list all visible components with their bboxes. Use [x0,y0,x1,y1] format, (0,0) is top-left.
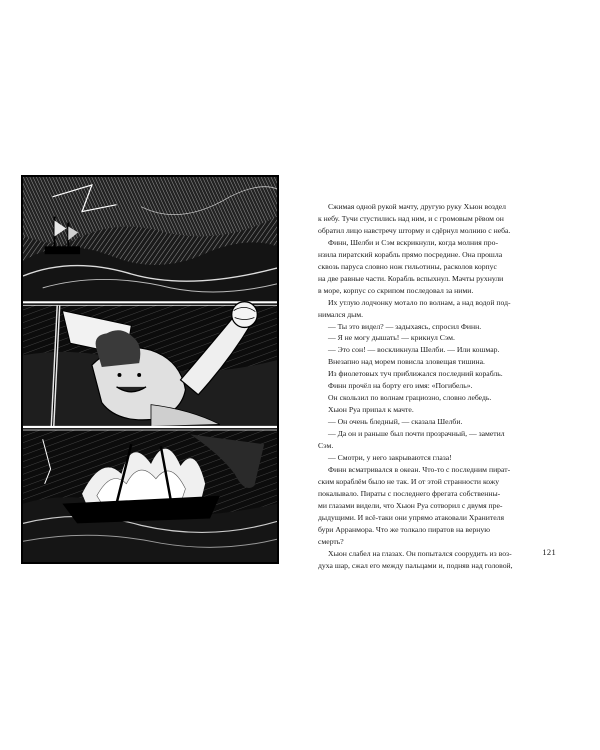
text-column [318,201,560,572]
text-line: смерть? [318,536,344,546]
text-line: Хьюн слабел на глазах. Он попытался соорудить из воз- [328,548,512,558]
text-line: Финн, Шелби и Сэм вскрикнули, когда молния про- [328,237,499,247]
text-line: Хьюн Руа припал к мачте. [328,405,414,415]
text-line: нимался дым. [318,309,364,319]
page-number: 121 [542,547,556,557]
text-line: — Я не могу дышать! — крикнул Сэм. [328,333,455,343]
text-line: обратил лицо навстречу шторму и сдёрнул молнию с неба. [318,225,511,235]
text-line: в море, корпус со скрипом последовал за ними. [318,285,474,295]
text-line: Их утлую лодчонку мотало по волнам, а над водой под- [328,297,511,307]
text-line: ми глазами видели, что Хьюн Руа сотворил с двумя пре- [318,500,503,510]
illustration-art [23,177,277,562]
comic-illustration [21,175,279,564]
text-line: ским кораблём было не так. И от этой странности кожу [318,476,500,486]
ship-storm-panel [23,177,277,302]
text-line: Из фиолетовых туч приближался последний корабль. [328,369,503,379]
text-line: дыдущими. И всё-таки они упрямо атаковали Хранителя [318,512,505,522]
burning-ship-panel [23,430,277,562]
text-line: сквозь паруса словно нож гильотины, расколов корпус [318,261,497,271]
text-line: нзила пиратский корабль прямо посредине. Она прошла [318,249,503,259]
text-line: Он скользил по волнам грациозно, словно лебедь. [328,393,492,403]
text-line: Внезапно над морем повисла зловещая тишина. [328,357,485,367]
text-line: Сэм. [318,441,334,451]
hero-fist-panel [23,302,277,427]
text-line: Финн всматривался в океан. Что-то с последним пират- [328,464,511,474]
text-line: к небу. Тучи стустились над ним, и с громовым рёвом он [318,213,504,223]
text-line: бури Арранмора. Что же толкало пиратов на верную [318,524,490,534]
text-line: Финн прочёл на борту его имя: «Погибель». [328,381,473,391]
text-line: Сжимая одной рукой мачту, другую руку Хьюн воздел [328,202,506,211]
text-line: — Он очень бледный, — сказала Шелби. [328,417,463,427]
text-line: — Смотри, у него закрываются глаза! [328,453,452,463]
text-line: — Ты это видел? — задыхаясь, спросил Финн. [328,321,482,331]
text-line: на две равные части. Корабль вспыхнул. Мачты рухнули [318,273,504,283]
text-line: — Да он и раньше был почти прозрачный, — заметил [328,429,505,439]
text-line: покалывало. Пираты с последнего фрегата собственны- [318,488,501,498]
text-line: — Это сон! — воскликнула Шелби. — Или кошмар. [328,345,500,355]
text-line: духа шар, сжал его между пальцами и, подняв над головой, [318,560,513,570]
